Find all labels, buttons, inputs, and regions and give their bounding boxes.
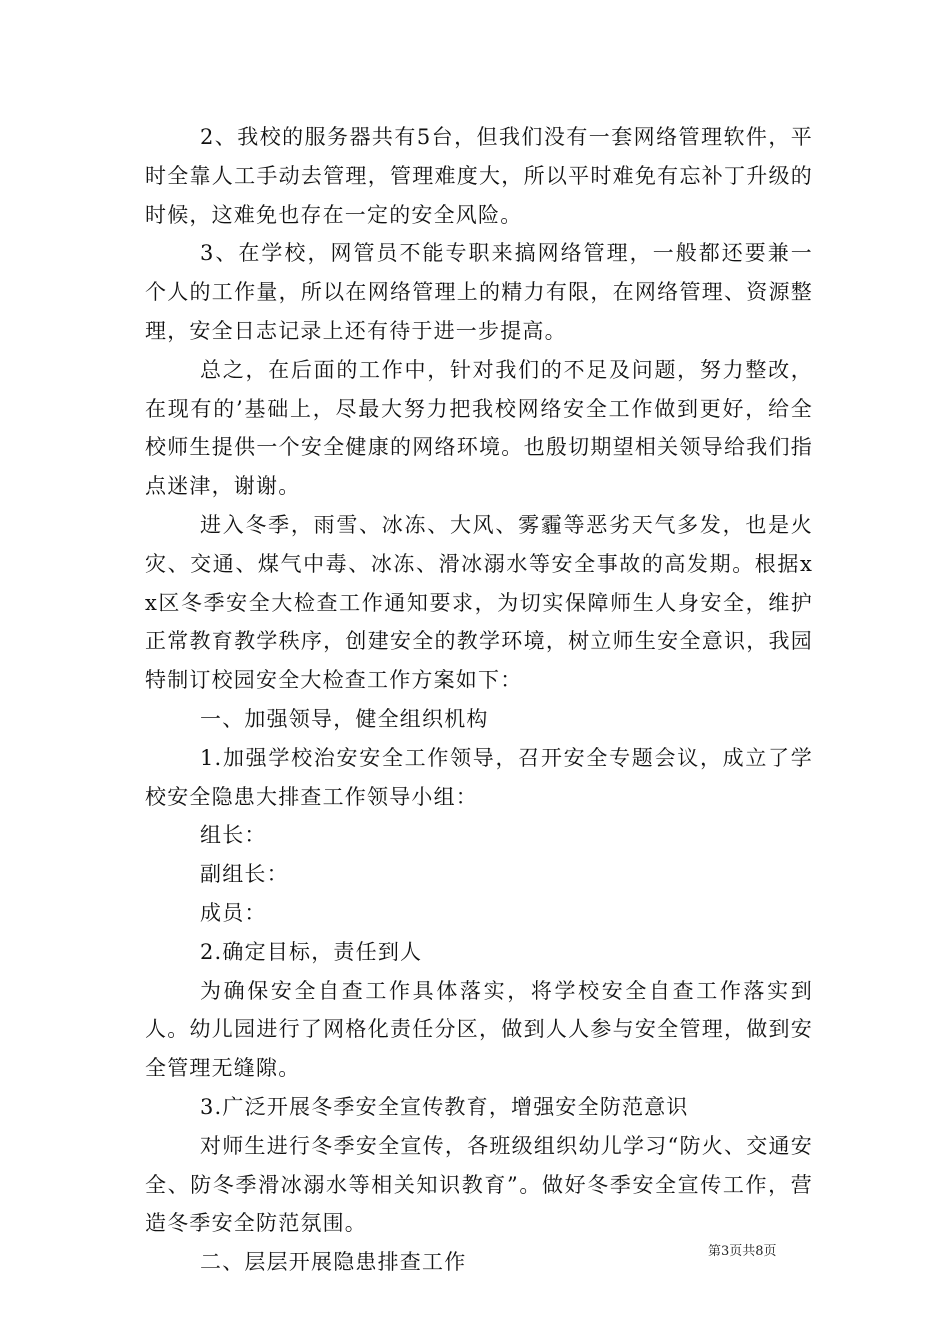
heading-section-one: 一、加强领导，健全组织机构: [200, 706, 489, 731]
paragraph-summary: 总之，在后面的工作中，针对我们的不足及问题，努力整改，在现有的’基础上，尽最大努力把我校网络安全工作做到更好，给全校师生提供一个安全健康的网络环境。也殷切期望相关领导给我们指点迷津，谢谢。: [145, 357, 813, 499]
paragraph-responsibility: 为确保安全自查工作具体落实，将学校安全自查工作落实到人。幼儿园进行了网格化责任分区，做到人人参与安全管理，做到安全管理无缝隙。: [145, 978, 813, 1081]
paragraph-leadership: 1.加强学校治安安全工作领导，召开安全专题会议，成立了学校安全隐患大排查工作领导小组：: [145, 745, 813, 809]
line-group-leader: 组长：: [200, 823, 267, 848]
heading-section-two: 二、层层开展隐患排查工作: [200, 1250, 467, 1275]
paragraph-publicity: 对师生进行冬季安全宣传，各班级组织幼儿学习“防火、交通安全、防冬季滑冰溺水等相关知识教育”。做好冬季安全宣传工作，营造冬季安全防范氛围。: [145, 1133, 813, 1236]
paragraph-network-admin: 3、在学校，网管员不能专职来搞网络管理，一般都还要兼一个人的工作量，所以在网络管理上的精力有限，在网络管理、资源整理，安全日志记录上还有待于进一步提高。: [145, 241, 813, 343]
document-body: [145, 118, 813, 1282]
paragraph-winter-intro: 进入冬季，雨雪、冰冻、大风、雾霾等恶劣天气多发，也是火灾、交通、煤气中毒、冰冻、滑冰溺水等安全事故的高发期。根据xx区冬季安全大检查工作通知要求，为切实保障师生人身安全，维护正常教育教学秩序，创建安全的教学环境，树立师生安全意识，我园特制订校园安全大检查工作方案如下：: [145, 512, 813, 693]
paragraph-server-risk: 2、我校的服务器共有5台，但我们没有一套网络管理软件，平时全靠人工手动去管理，管理难度大，所以平时难免有忘补丁升级的时候，这难免也存在一定的安全风险。: [145, 125, 813, 227]
heading-targets: 2.确定目标，责任到人: [200, 939, 423, 964]
line-members: 成员：: [200, 900, 267, 925]
heading-education: 3.广泛开展冬季安全宣传教育，增强安全防范意识: [200, 1094, 689, 1119]
page-number: 第3页共8页: [708, 1244, 777, 1259]
line-deputy-leader: 副组长：: [200, 862, 289, 887]
